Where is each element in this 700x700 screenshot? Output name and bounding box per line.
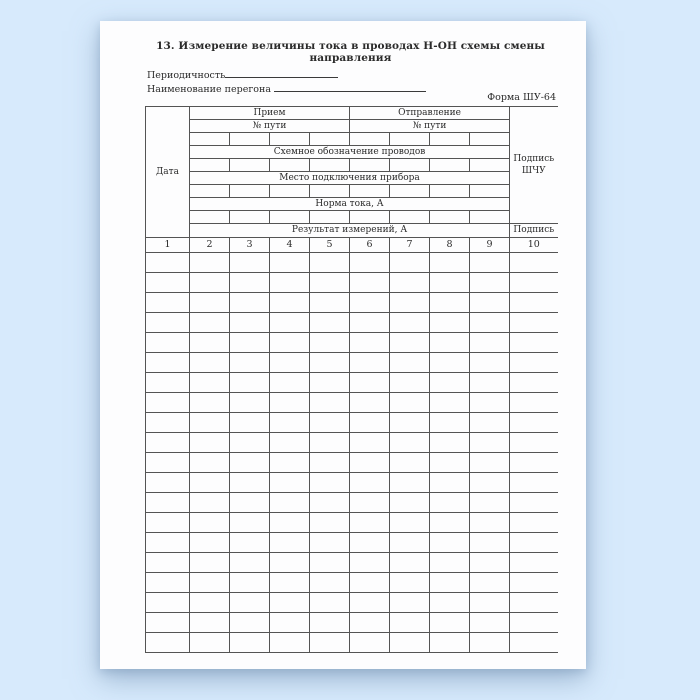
column-number-cell: 10 (510, 238, 558, 253)
empty-cell (350, 453, 390, 473)
input-cell (430, 185, 470, 198)
empty-cell (270, 593, 310, 613)
device-connection-input-row (146, 185, 558, 198)
empty-cell (390, 513, 430, 533)
input-cell (390, 159, 430, 172)
empty-cell (350, 253, 390, 273)
input-cell (190, 211, 230, 224)
empty-cell (146, 553, 190, 573)
column-number-cell: 6 (350, 238, 390, 253)
empty-cell (190, 393, 230, 413)
empty-cell (430, 373, 470, 393)
empty-cell (350, 353, 390, 373)
section-name-fill-in-line (274, 81, 426, 92)
table-row (146, 333, 558, 353)
empty-cell (470, 453, 510, 473)
empty-cell (390, 553, 430, 573)
empty-cell (146, 473, 190, 493)
empty-cell (470, 313, 510, 333)
table-row (146, 593, 558, 613)
empty-cell (310, 593, 350, 613)
header-departure: Отправление (350, 107, 510, 120)
empty-cell (350, 393, 390, 413)
empty-cell (310, 533, 350, 553)
empty-cell (270, 393, 310, 413)
empty-cell (230, 613, 270, 633)
empty-cell (470, 413, 510, 433)
empty-cell (270, 453, 310, 473)
empty-cell (146, 313, 190, 333)
empty-cell (510, 353, 558, 373)
input-cell (470, 185, 510, 198)
empty-cell (190, 573, 230, 593)
empty-cell (146, 353, 190, 373)
empty-cell (470, 553, 510, 573)
empty-cell (230, 293, 270, 313)
empty-cell (390, 293, 430, 313)
empty-cell (390, 253, 430, 273)
empty-cell (270, 353, 310, 373)
empty-cell (230, 413, 270, 433)
empty-cell (390, 473, 430, 493)
empty-cell (310, 313, 350, 333)
empty-cell (270, 513, 310, 533)
input-cell (350, 159, 390, 172)
empty-cell (146, 453, 190, 473)
empty-cell (350, 433, 390, 453)
empty-cell (430, 593, 470, 613)
input-cell (430, 133, 470, 146)
empty-cell (310, 553, 350, 573)
empty-cell (510, 273, 558, 293)
header-wire-designation: Схемное обозначение проводов (190, 146, 510, 159)
input-cell (230, 211, 270, 224)
supervisor-signature-line1: Подпись (513, 153, 555, 164)
input-cell (310, 185, 350, 198)
empty-cell (230, 313, 270, 333)
empty-cell (190, 633, 230, 653)
empty-cell (190, 313, 230, 333)
column-number-row (146, 238, 558, 253)
empty-cell (190, 273, 230, 293)
column-number-cell: 9 (470, 238, 510, 253)
empty-cell (470, 433, 510, 453)
input-cell (310, 133, 350, 146)
empty-cell (470, 293, 510, 313)
empty-cell (146, 533, 190, 553)
empty-cell (270, 433, 310, 453)
supervisor-signature-line2: ШЧУ (521, 166, 546, 176)
table-row (146, 553, 558, 573)
column-number-cell: 5 (310, 238, 350, 253)
empty-cell (390, 593, 430, 613)
table-row (146, 493, 558, 513)
empty-cell (230, 493, 270, 513)
input-cell (310, 211, 350, 224)
empty-cell (230, 433, 270, 453)
empty-cell (310, 573, 350, 593)
document-title: 13. Измерение величины тока в проводах Н-ОН схемы смены направления (156, 40, 545, 64)
empty-cell (146, 273, 190, 293)
empty-cell (430, 353, 470, 373)
empty-cell (510, 333, 558, 353)
empty-cell (270, 553, 310, 573)
empty-cell (430, 493, 470, 513)
empty-cell (350, 333, 390, 353)
empty-cell (350, 413, 390, 433)
measurement-table (145, 106, 558, 653)
empty-cell (190, 513, 230, 533)
empty-cell (350, 533, 390, 553)
empty-cell (350, 553, 390, 573)
empty-cell (230, 373, 270, 393)
input-cell (270, 133, 310, 146)
empty-cell (510, 513, 558, 533)
empty-cell (430, 273, 470, 293)
empty-cell (470, 353, 510, 373)
empty-cell (510, 313, 558, 333)
table-row (146, 533, 558, 553)
table-row (146, 573, 558, 593)
empty-cell (510, 453, 558, 473)
empty-cell (146, 293, 190, 313)
empty-cell (230, 553, 270, 573)
empty-cell (510, 553, 558, 573)
input-cell (190, 159, 230, 172)
periodicity-label: Периодичность (147, 70, 226, 81)
header-supervisor-signature (510, 107, 558, 224)
empty-cell (146, 253, 190, 273)
empty-cell (470, 373, 510, 393)
empty-cell (430, 333, 470, 353)
empty-cell (390, 373, 430, 393)
column-number-cell: 2 (190, 238, 230, 253)
empty-cell (510, 573, 558, 593)
empty-cell (510, 253, 558, 273)
input-cell (390, 211, 430, 224)
empty-cell (270, 273, 310, 293)
empty-cell (510, 613, 558, 633)
section-name-label: Наименование перегона (147, 84, 272, 95)
empty-cell (190, 493, 230, 513)
empty-cell (510, 393, 558, 413)
empty-cell (310, 613, 350, 633)
empty-cell (430, 553, 470, 573)
empty-cell (390, 273, 430, 293)
column-number-cell: 7 (390, 238, 430, 253)
table-row (146, 353, 558, 373)
table-row (146, 253, 558, 273)
column-number-cell: 1 (146, 238, 190, 253)
empty-cell (230, 573, 270, 593)
empty-cell (190, 333, 230, 353)
input-cell (270, 159, 310, 172)
empty-cell (310, 633, 350, 653)
empty-cell (430, 293, 470, 313)
empty-cell (510, 373, 558, 393)
empty-cell (350, 493, 390, 513)
empty-cell (310, 453, 350, 473)
empty-cell (510, 413, 558, 433)
empty-cell (350, 313, 390, 333)
empty-cell (430, 313, 470, 333)
input-cell (190, 185, 230, 198)
empty-cell (350, 373, 390, 393)
empty-cell (146, 433, 190, 453)
input-cell (470, 211, 510, 224)
empty-cell (230, 453, 270, 473)
empty-cell (230, 593, 270, 613)
empty-cell (350, 473, 390, 493)
empty-cell (190, 293, 230, 313)
empty-cell (190, 433, 230, 453)
empty-cell (190, 473, 230, 493)
empty-cell (270, 253, 310, 273)
empty-cell (390, 533, 430, 553)
empty-cell (430, 613, 470, 633)
empty-cell (230, 533, 270, 553)
empty-cell (190, 373, 230, 393)
empty-cell (270, 633, 310, 653)
input-cell (430, 159, 470, 172)
empty-cell (510, 493, 558, 513)
table-row (146, 273, 558, 293)
empty-cell (470, 573, 510, 593)
empty-cell (350, 633, 390, 653)
empty-cell (190, 353, 230, 373)
table-row (146, 513, 558, 533)
table-row (146, 473, 558, 493)
empty-cell (270, 293, 310, 313)
input-cell (390, 133, 430, 146)
table-row (146, 393, 558, 413)
empty-cell (146, 373, 190, 393)
empty-cell (470, 513, 510, 533)
wire-designation-input-row (146, 159, 558, 172)
column-number-cell: 4 (270, 238, 310, 253)
empty-cell (310, 273, 350, 293)
empty-cell (230, 393, 270, 413)
document-page (100, 21, 586, 669)
table-body-rows (146, 253, 558, 653)
empty-cell (510, 633, 558, 653)
empty-cell (390, 573, 430, 593)
empty-cell (230, 333, 270, 353)
empty-cell (310, 373, 350, 393)
empty-cell (270, 573, 310, 593)
empty-cell (470, 633, 510, 653)
empty-cell (390, 433, 430, 453)
empty-cell (270, 313, 310, 333)
empty-cell (470, 493, 510, 513)
input-cell (230, 133, 270, 146)
empty-cell (470, 393, 510, 413)
empty-cell (146, 493, 190, 513)
empty-cell (190, 553, 230, 573)
empty-cell (190, 413, 230, 433)
empty-cell (310, 473, 350, 493)
empty-cell (390, 613, 430, 633)
empty-cell (230, 253, 270, 273)
empty-cell (230, 353, 270, 373)
header-date: Дата (146, 107, 190, 238)
empty-cell (510, 293, 558, 313)
empty-cell (310, 333, 350, 353)
input-cell (350, 185, 390, 198)
empty-cell (350, 273, 390, 293)
empty-cell (230, 473, 270, 493)
header-device-connection: Место подключения прибора (190, 172, 510, 185)
empty-cell (390, 633, 430, 653)
empty-cell (190, 533, 230, 553)
empty-cell (230, 273, 270, 293)
input-cell (230, 185, 270, 198)
empty-cell (310, 433, 350, 453)
empty-cell (350, 573, 390, 593)
column-number-cell: 3 (230, 238, 270, 253)
empty-cell (430, 433, 470, 453)
empty-cell (230, 633, 270, 653)
empty-cell (470, 533, 510, 553)
header-measurement-result: Результат измерений, А (190, 224, 510, 238)
empty-cell (390, 493, 430, 513)
empty-cell (310, 413, 350, 433)
table-row (146, 313, 558, 333)
empty-cell (350, 613, 390, 633)
empty-cell (510, 433, 558, 453)
header-track-number-departure: № пути (350, 120, 510, 133)
empty-cell (510, 473, 558, 493)
empty-cell (270, 493, 310, 513)
empty-cell (430, 453, 470, 473)
input-cell (350, 211, 390, 224)
empty-cell (190, 613, 230, 633)
empty-cell (310, 493, 350, 513)
empty-cell (430, 393, 470, 413)
empty-cell (146, 613, 190, 633)
input-cell (190, 133, 230, 146)
empty-cell (270, 613, 310, 633)
input-cell (270, 211, 310, 224)
table-row (146, 413, 558, 433)
empty-cell (146, 633, 190, 653)
empty-cell (146, 393, 190, 413)
empty-cell (190, 593, 230, 613)
input-cell (270, 185, 310, 198)
empty-cell (390, 413, 430, 433)
empty-cell (146, 593, 190, 613)
empty-cell (270, 333, 310, 353)
empty-cell (310, 513, 350, 533)
empty-cell (190, 453, 230, 473)
empty-cell (310, 253, 350, 273)
empty-cell (146, 333, 190, 353)
empty-cell (470, 333, 510, 353)
empty-cell (470, 273, 510, 293)
empty-cell (510, 533, 558, 553)
empty-cell (310, 393, 350, 413)
table-row (146, 613, 558, 633)
header-reception: Прием (190, 107, 350, 120)
empty-cell (350, 593, 390, 613)
header-signature: Подпись (510, 224, 558, 238)
input-cell (470, 159, 510, 172)
current-norm-input-row (146, 211, 558, 224)
form-code-label: Форма ШУ-64 (487, 92, 556, 103)
input-cell (430, 211, 470, 224)
empty-cell (470, 593, 510, 613)
column-number-cell: 8 (430, 238, 470, 253)
empty-cell (390, 393, 430, 413)
empty-cell (190, 253, 230, 273)
empty-cell (430, 473, 470, 493)
input-cell (230, 159, 270, 172)
empty-cell (270, 373, 310, 393)
input-cell (470, 133, 510, 146)
empty-cell (390, 313, 430, 333)
empty-cell (430, 413, 470, 433)
empty-cell (430, 253, 470, 273)
periodicity-fill-in-line (225, 67, 338, 78)
empty-cell (146, 513, 190, 533)
empty-cell (470, 253, 510, 273)
empty-cell (230, 513, 270, 533)
empty-cell (430, 573, 470, 593)
empty-cell (430, 513, 470, 533)
empty-cell (270, 533, 310, 553)
table-row (146, 373, 558, 393)
table-row (146, 293, 558, 313)
empty-cell (146, 573, 190, 593)
table-header-rows (146, 107, 558, 253)
table-row (146, 453, 558, 473)
empty-cell (390, 353, 430, 373)
input-cell (390, 185, 430, 198)
header-current-norm: Норма тока, А (190, 198, 510, 211)
input-cell (310, 159, 350, 172)
empty-cell (390, 453, 430, 473)
empty-cell (390, 333, 430, 353)
empty-cell (350, 293, 390, 313)
empty-cell (310, 353, 350, 373)
header-track-number-reception: № пути (190, 120, 350, 133)
empty-cell (470, 473, 510, 493)
empty-cell (146, 413, 190, 433)
field-periodicity (147, 67, 338, 81)
empty-cell (270, 413, 310, 433)
empty-cell (470, 613, 510, 633)
empty-cell (310, 293, 350, 313)
empty-cell (510, 593, 558, 613)
empty-cell (430, 633, 470, 653)
table-row (146, 633, 558, 653)
empty-cell (350, 513, 390, 533)
empty-cell (270, 473, 310, 493)
track-number-input-row (146, 133, 558, 146)
empty-cell (430, 533, 470, 553)
input-cell (350, 133, 390, 146)
table-row (146, 433, 558, 453)
